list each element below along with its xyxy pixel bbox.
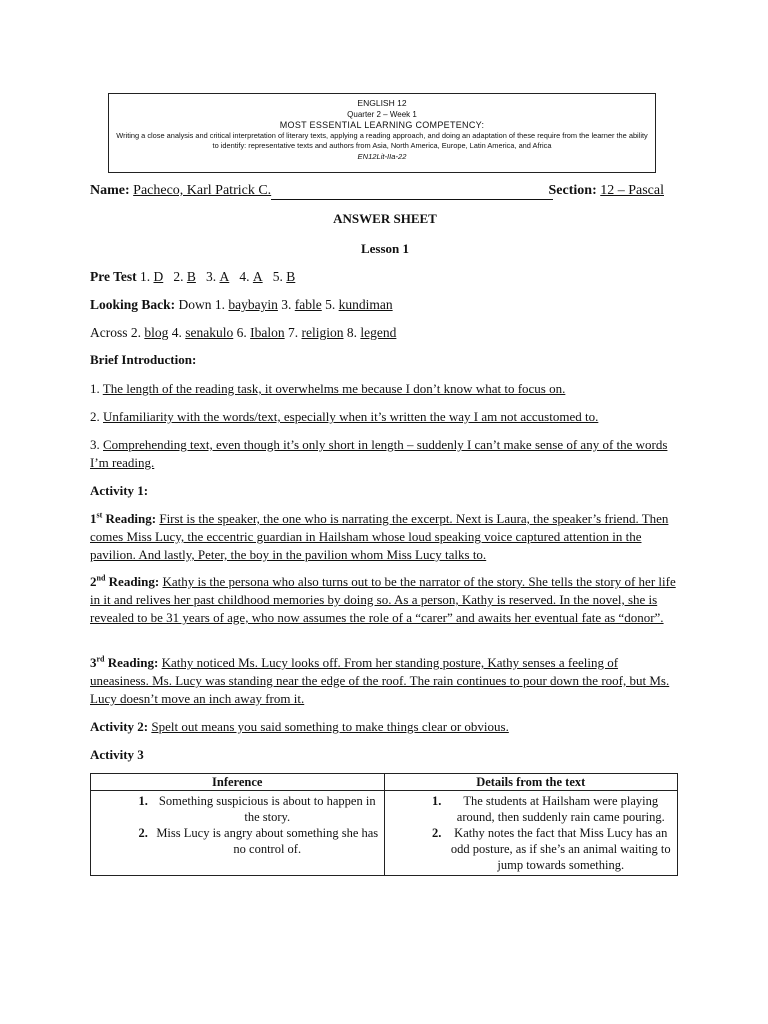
subject: ENGLISH 12 <box>357 98 407 108</box>
looking-back-label: Looking Back: <box>90 297 176 312</box>
competency-title: MOST ESSENTIAL LEARNING COMPETENCY: <box>279 120 485 130</box>
name-value: Pacheco, Karl Patrick C. <box>133 183 272 198</box>
activity2-row <box>90 718 680 736</box>
lesson-title: Lesson 1 <box>360 241 410 256</box>
reading-1: 1st Reading: First is the speaker, the one who is narrating the excerpt. Next is Laura, the speaker’s friend. Then comes Miss Lucy, the eccentric guardian in Hailsham whose loud speaking voice captured attention in the pavilion. And lastly, Peter, the boy in the pavilion whom Miss Lucy talks to. <box>90 510 669 562</box>
table-row <box>91 791 678 876</box>
section-value: 12 – Pascal <box>600 183 664 198</box>
pretest-label: Pre Test <box>90 269 137 284</box>
activity3-label: Activity 3 <box>90 747 144 762</box>
activity3-table <box>90 773 678 876</box>
details-header: Details from the text <box>384 774 678 791</box>
inference-header: Inference <box>91 774 385 791</box>
activity2-label: Activity 2: <box>90 719 149 734</box>
table-header-row <box>91 774 678 791</box>
section-field <box>549 182 664 200</box>
brief-intro-item: 1. The length of the reading task, it overwhelms me because I don’t know what to focus on. <box>90 381 566 396</box>
student-info-row <box>90 182 680 200</box>
reading-3: 3rd Reading: Kathy noticed Ms. Lucy looks off. From her standing posture, Kathy senses a feeling of uneasiness. Ms. Lucy was standing near the edge of the roof. The rain continues to pour down the roof, but Ms. Lucy doesn’t move an inch away from it. <box>90 654 670 706</box>
list-item: 1. Something suspicious is about to happen in the story. <box>151 793 380 825</box>
details-cell <box>384 791 678 876</box>
pretest-answer: B <box>186 269 196 284</box>
brief-intro-label: Brief Introduction: <box>90 352 197 367</box>
activity1-label: Activity 1: <box>90 483 149 498</box>
inference-cell <box>91 791 385 876</box>
list-item: 2. Miss Lucy is angry about something she has no control of. <box>151 825 380 857</box>
brief-intro-item: 2. Unfamiliarity with the words/text, especially when it’s written the way I am not accustomed to. <box>90 409 599 424</box>
competency-header-box <box>108 93 656 173</box>
list-item: 2. Kathy notes the fact that Miss Lucy has an odd posture, as if she’s an animal waiting to jump towards something. <box>445 825 674 873</box>
section-label: Section: <box>548 183 597 198</box>
reading-2: 2nd Reading: Kathy is the persona who also turns out to be the narrator of the story. She tells the story of her life in it and relives her past childhood memories by doing so. As a person, Kathy is reserved. In the novel, she is revealed to be 31 years of age, who now assumes the role of a “carer” and awaits her eventual fate as “donor”. <box>90 573 676 625</box>
activity2-answer: Spelt out means you said something to make things clear or obvious. <box>151 719 509 734</box>
quarter: Quarter 2 – Week 1 <box>347 110 417 119</box>
competency-code: EN12Lit-IIa-22 <box>357 152 407 161</box>
pretest-answer: D <box>153 269 164 284</box>
pretest-answer: B <box>286 269 296 284</box>
page-title: ANSWER SHEET <box>333 211 437 226</box>
pretest-answer: A <box>219 269 230 284</box>
brief-intro-item: 3. Comprehending text, even though it’s only short in length – suddenly I can’t make sense of any of the words I’m reading. <box>90 437 668 470</box>
name-label: Name: <box>90 183 130 198</box>
name-underline <box>271 185 553 200</box>
looking-back-across-row: Across 2. blog 4. senakulo 6. Ibalon 7. religion 8. legend <box>90 325 397 340</box>
list-item: 1. The students at Hailsham were playing around, then suddenly rain came pouring. <box>445 793 674 825</box>
competency-text: Writing a close analysis and critical interpretation of literary texts, applying a reading approach, and doing an adaptation of these require from the learner the ability to identify: representative texts and authors from Asia, North America, Europe, Latin America, and Africa <box>116 131 648 150</box>
looking-back-down-row: Looking Back: Down 1. baybayin 3. fable 5. kundiman <box>90 297 393 312</box>
pretest-answer: A <box>252 269 263 284</box>
pretest-row: Pre Test 1. D 2. B 3. A 4. A 5. B <box>90 269 296 284</box>
